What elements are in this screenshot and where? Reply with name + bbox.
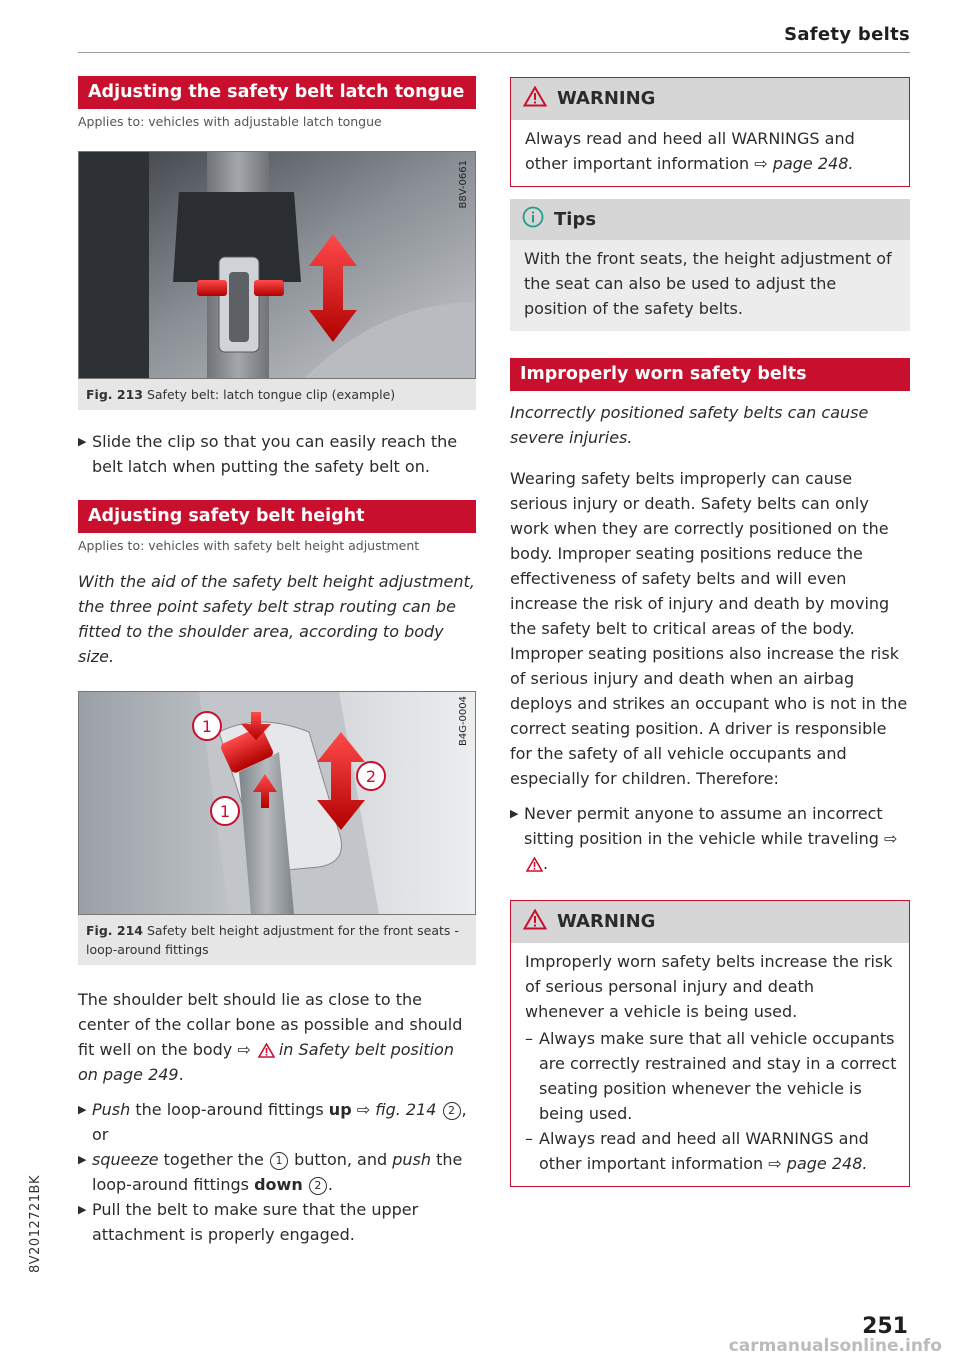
section-title: Safety belts	[784, 24, 910, 45]
push-up-bullet: ▶ Push the loop-around fittings up ⇨ fig. 214 2 , or	[78, 1097, 476, 1147]
warning-triangle-icon	[523, 909, 547, 930]
figure-214-label: Fig. 214	[86, 923, 143, 938]
doc-code: 8V2012721BK	[28, 1175, 43, 1274]
bullet-triangle-icon: ▶	[510, 807, 519, 820]
bullet-triangle-icon: ▶	[78, 1153, 87, 1166]
warning-triangle-icon[interactable]	[526, 857, 543, 872]
callout-2-ref: 2	[309, 1177, 327, 1195]
left-column	[78, 76, 476, 1247]
page-248-reference[interactable]: page 248.	[772, 154, 854, 173]
latch-bullet: ▶ Slide the clip so that you can easily reach the belt latch when putting the safety belt on.	[78, 429, 476, 479]
latch-heading: Adjusting the safety belt latch tongue	[78, 76, 476, 109]
callout-2: 2	[365, 767, 377, 786]
improper-body: Wearing safety belts improperly can cause serious injury or death. Safety belts can only work when they are correctly positioned on the body. Improper seating positions reduce the effectiveness of safety belts and will even increase the risk of injury and death by moving the safety belt to critical areas of the body. Improper seating positions also increase the risk of serious injury and death when an airbag deploys and strikes an occupant who is not in the correct seating position. A driver is responsible for the safety of all vehicle occupants and especially for children. Therefore:	[510, 469, 908, 788]
right-column	[510, 77, 910, 1187]
warning-1-header: WARNING	[511, 78, 909, 120]
callout-1-ref: 1	[270, 1152, 288, 1170]
shoulder-belt-paragraph: The shoulder belt should lie as close to the center of the collar bone as possible and should fit well on the body ⇨ in Safety belt position on page 249.	[78, 990, 463, 1084]
figure-213-caption-text: Safety belt: latch tongue clip (example)	[146, 387, 396, 402]
figure-214-caption	[78, 915, 476, 965]
warning-triangle-icon	[258, 1043, 275, 1058]
warning-2-body	[511, 943, 909, 1186]
tips-header: Tips	[510, 199, 910, 240]
warning-2-dash-1: – Always make sure that all vehicle occupants are correctly restrained and stay in a correct seating position whenever the vehicle is being used.	[525, 1029, 897, 1123]
bullet-triangle-icon: ▶	[78, 1203, 87, 1216]
figure-214	[78, 691, 476, 915]
tips-box	[510, 199, 910, 331]
warning-box-1	[510, 77, 910, 187]
warning-1-body: Always read and heed all WARNINGS and other important information ⇨ page 248.	[525, 129, 855, 173]
tips-body: With the front seats, the height adjustment of the seat can also be used to adjust the position of the safety belts.	[524, 249, 892, 318]
warning-2-dash-2: – Always read and heed all WARNINGS and other important information ⇨ page 248.	[525, 1129, 869, 1173]
warning-2-header: WARNING	[511, 901, 909, 943]
latch-applies: Applies to: vehicles with adjustable latch tongue	[78, 114, 382, 129]
fig-214-reference[interactable]: ⇨ fig. 214	[356, 1100, 437, 1119]
warning-box-2	[510, 900, 910, 1187]
callout-1-bottom: 1	[219, 802, 231, 821]
bullet-triangle-icon: ▶	[78, 1103, 87, 1116]
height-adjustment-illustration	[79, 692, 476, 914]
height-intro: With the aid of the safety belt height adjustment, the three point safety belt strap routing can be fitted to the shoulder area, according to body size.	[78, 572, 475, 666]
improper-intro: Incorrectly positioned safety belts can cause severe injuries.	[510, 403, 869, 447]
latch-tongue-illustration	[79, 152, 476, 378]
figure-213	[78, 151, 476, 379]
watermark: carmanualsonline.info	[728, 1336, 942, 1356]
header-rule	[78, 52, 910, 53]
warning-2-text: Improperly worn safety belts increase the risk of serious personal injury and death whenever a vehicle is being used.	[525, 952, 893, 1021]
info-icon	[522, 206, 544, 228]
figure-213-label: Fig. 213	[86, 387, 143, 402]
height-heading: Adjusting safety belt height	[78, 500, 476, 533]
page-number: 251	[862, 1314, 908, 1339]
figure-214-code: B4G-0004	[458, 696, 469, 747]
pull-belt-bullet: ▶ Pull the belt to make sure that the upper attachment is properly engaged.	[78, 1197, 476, 1247]
callout-2-ref: 2	[443, 1102, 461, 1120]
callout-1-top: 1	[201, 717, 213, 736]
page-248-reference[interactable]: page 248.	[786, 1154, 868, 1173]
improper-heading: Improperly worn safety belts	[510, 358, 910, 391]
figure-213-caption	[78, 379, 476, 410]
figure-214-caption-text: Safety belt height adjustment for the front seats - loop-around fittings	[86, 923, 459, 957]
warning-triangle-icon	[523, 86, 547, 107]
squeeze-bullet: ▶ squeeze together the 1 button, and push the loop-around fittings down 2 .	[78, 1147, 476, 1197]
figure-213-code: B8V-0661	[458, 160, 469, 209]
never-permit-bullet: ▶ Never permit anyone to assume an incorrect sitting position in the vehicle while traveling ⇨ .	[510, 801, 910, 876]
bullet-triangle-icon: ▶	[78, 435, 87, 448]
height-applies: Applies to: vehicles with safety belt height adjustment	[78, 538, 420, 553]
